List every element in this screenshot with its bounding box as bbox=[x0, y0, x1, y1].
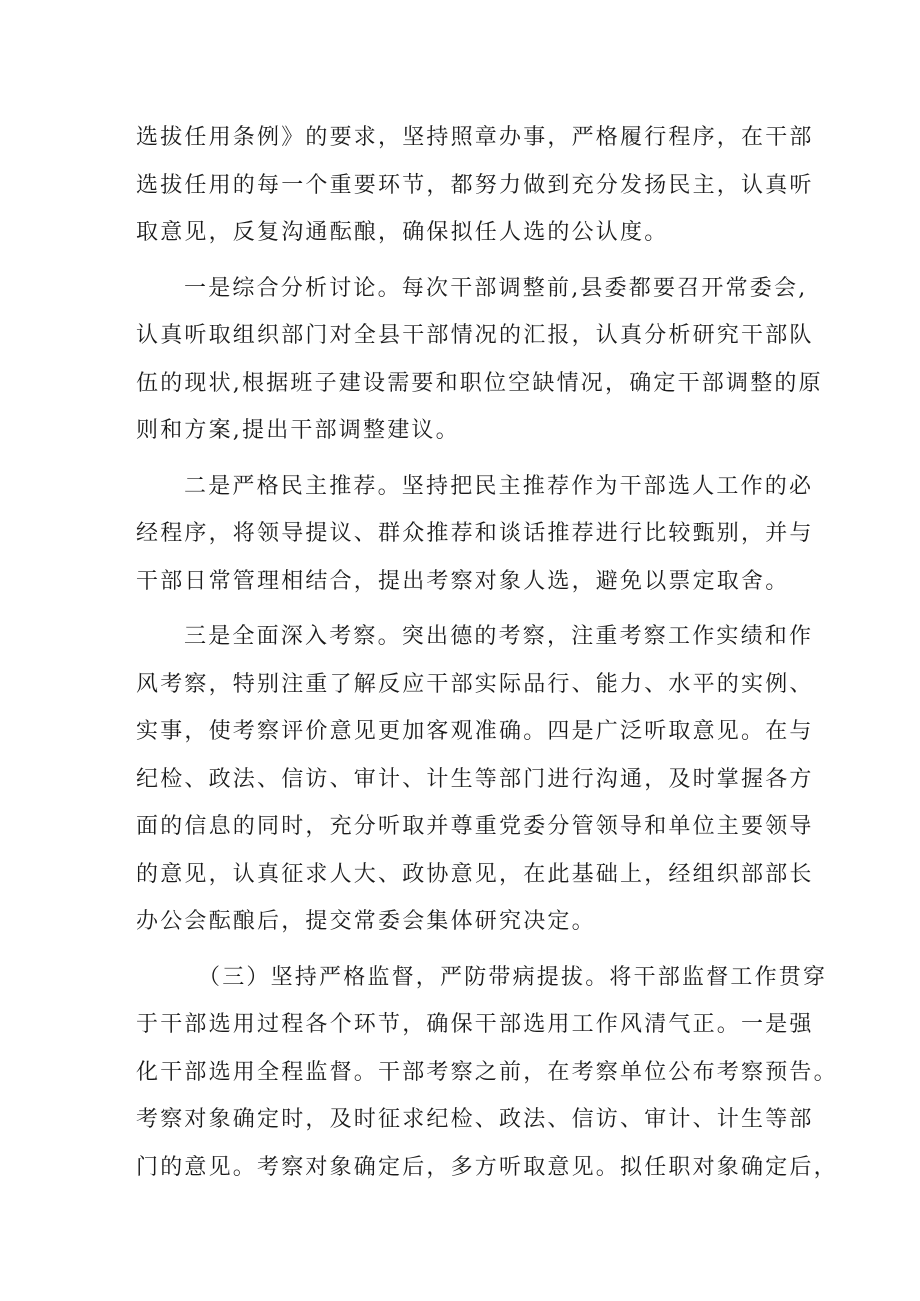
paragraph-gap bbox=[136, 455, 796, 463]
document-body bbox=[136, 114, 838, 1191]
text-line: 干部日常管理相结合，提出考察对象人选，避免以票定取舍。 bbox=[136, 568, 790, 594]
paragraph-gap bbox=[136, 605, 796, 613]
text-line: 考察对象确定时，及时征求纪检、政法、信访、审计、计生等部 bbox=[136, 1107, 814, 1132]
paragraph-gap bbox=[136, 257, 796, 265]
paragraph-2 bbox=[136, 265, 823, 455]
text-line: 于干部选用过程各个环节，确保干部选用工作风清气正。一是强 bbox=[136, 1012, 814, 1037]
text-line: 办公会酝酿后，提交常委会集体研究决定。 bbox=[136, 909, 596, 934]
text-line: 选拔任用条例》的要求，坚持照章办事，严格履行程序，在干部 bbox=[136, 125, 814, 150]
text-line: 面的信息的同时，充分听取并尊重党委分管领导和单位主要领导 bbox=[136, 814, 814, 839]
text-line: 二是严格民主推荐。坚持把民主推荐作为干部选人工作的必 bbox=[184, 473, 814, 499]
text-line: 纪检、政法、信访、审计、计生等部门进行沟通，及时掌握各方 bbox=[136, 766, 814, 792]
text-line: 取意见，反复沟通酝酿，确保拟任人选的公认度。 bbox=[136, 220, 669, 245]
text-line: 门的意见。考察对象确定后，多方听取意见。拟任职对象确定后， bbox=[136, 1154, 838, 1180]
text-line: 伍的现状,根据班子建设需要和职位空缺情况，确定干部调整的原 bbox=[136, 370, 823, 396]
text-line: 选拔任用的每一个重要环节，都努力做到充分发扬民主，认真听 bbox=[136, 172, 814, 198]
text-line: 三是全面深入考察。突出德的考察，注重考察工作实绩和作 bbox=[184, 624, 814, 649]
text-line: 化干部选用全程监督。干部考察之前，在考察单位公布考察预告。 bbox=[136, 1059, 838, 1085]
text-line: （三）坚持严格监督，严防带病提拔。将干部监督工作贯穿 bbox=[198, 964, 828, 990]
paragraph-3 bbox=[136, 463, 814, 606]
text-line: 的意见，认真征求人大、政协意见，在此基础上，经组织部部长 bbox=[136, 861, 814, 887]
paragraph-5 bbox=[136, 954, 838, 1192]
text-line: 风考察，特别注重了解反应干部实际品行、能力、水平的实例、 bbox=[136, 671, 814, 697]
paragraph-4 bbox=[136, 613, 814, 946]
text-line: 则和方案,提出干部调整建议。 bbox=[136, 418, 460, 443]
paragraph-gap bbox=[136, 946, 796, 954]
text-line: 认真听取组织部门对全县干部情况的汇报，认真分析研究干部队 bbox=[136, 323, 814, 348]
paragraph-1 bbox=[136, 114, 814, 257]
text-line: 一是综合分析讨论。每次干部调整前,县委都要召开常委会, bbox=[184, 275, 808, 301]
text-line: 实事，使考察评价意见更加客观准确。四是广泛听取意见。在与 bbox=[136, 719, 814, 744]
text-line: 经程序，将领导提议、群众推荐和谈话推荐进行比较甄别，并与 bbox=[136, 521, 814, 546]
